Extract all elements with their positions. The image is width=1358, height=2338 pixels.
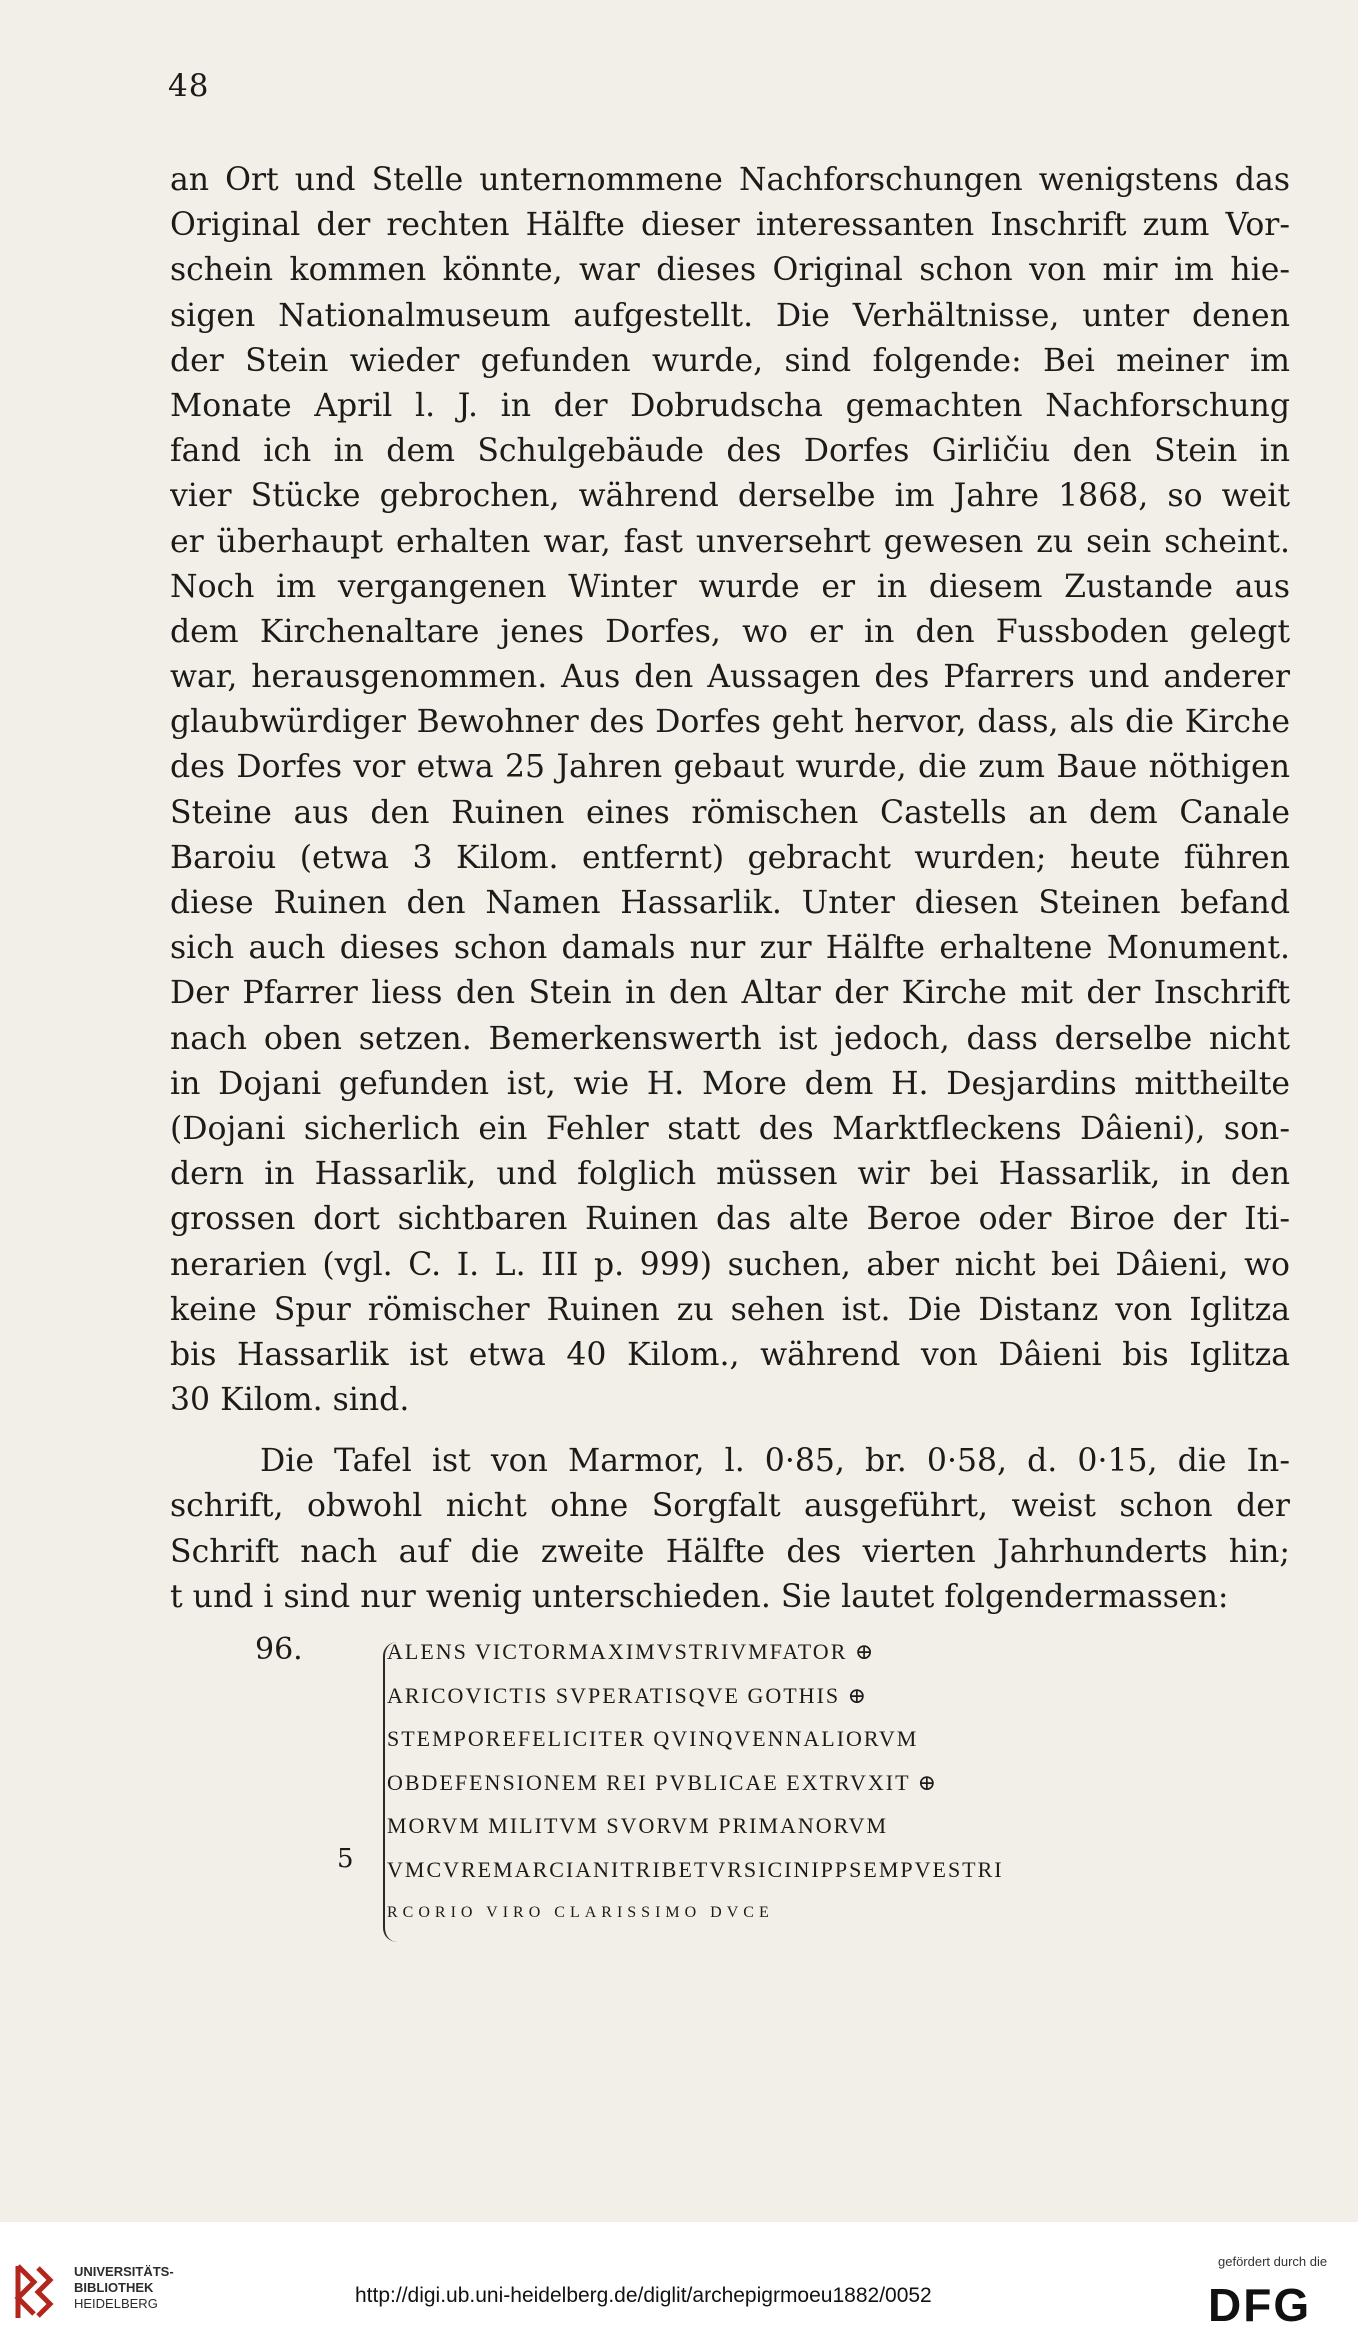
- page-number: 48: [168, 68, 210, 104]
- text-line: in Dojani gefunden ist, wie H. More dem H. Desjardins mittheilte: [170, 1065, 1290, 1102]
- text-line: Schrift nach auf die zweite Hälfte des vierten Jahrhunderts hin;: [170, 1533, 1290, 1570]
- text-line: 30 Kilom. sind.: [170, 1382, 410, 1419]
- footer-bar: [0, 2222, 1358, 2338]
- inscription-line: VMCVREMARCIANITRIBETVRSICINIPPSEMPVESTRI: [387, 1856, 1004, 1882]
- source-url-link[interactable]: http://digi.ub.uni-heidelberg.de/diglit/archepigrmoeu1882/0052: [355, 2284, 932, 2307]
- text-line: nerarien (vgl. C. I. L. III p. 999) suchen, aber nicht bei Dâieni, wo: [170, 1246, 1290, 1283]
- text-line: war, herausgenommen. Aus den Aussagen des Pfarrers und anderer: [170, 659, 1290, 696]
- inscription-line: RCORIO VIRO CLARISSIMO DVCE: [387, 1904, 774, 1921]
- text-line: er überhaupt erhalten war, fast unversehrt gewesen zu sein scheint.: [170, 523, 1290, 560]
- text-line: t und i sind nur wenig unterschieden. Sie lautet folgendermassen:: [170, 1578, 1229, 1615]
- inscription-lines: [387, 1630, 1047, 1935]
- text-line: diese Ruinen den Namen Hassarlik. Unter diesen Steinen befand: [170, 885, 1290, 921]
- paragraph-2: [170, 1439, 1290, 1620]
- text-line: grossen dort sichtbaren Ruinen das alte Beroe oder Biroe der Iti-: [170, 1201, 1290, 1238]
- text-line: Monate April l. J. in der Dobrudscha gemachten Nachforschung: [170, 387, 1290, 424]
- text-line: glaubwürdiger Bewohner des Dorfes geht hervor, dass, als die Kirche: [170, 704, 1290, 741]
- text-line: Die Tafel ist von Marmor, l. 0·85, br. 0·58, d. 0·15, die In-: [260, 1443, 1290, 1480]
- text-line: fand ich in dem Schulgebäude des Dorfes Girličiu den Stein in: [170, 433, 1290, 470]
- text-line: dern in Hassarlik, und folglich müssen wir bei Hassarlik, in den: [170, 1156, 1290, 1193]
- inscription-line: STEMPOREFELICITER QVINQVENNALIORVM: [387, 1726, 919, 1751]
- institution-line: BIBLIOTHEK: [74, 2280, 154, 2295]
- inscription-line: ARICOVICTIS SVPERATISQVE GOTHIS ⊕: [387, 1682, 869, 1708]
- funding-label: gefördert durch die: [1218, 2254, 1328, 2269]
- text-line: des Dorfes vor etwa 25 Jahren gebaut wurde, die zum Baue nöthigen: [170, 749, 1290, 786]
- text-line: Steine aus den Ruinen eines römischen Castells an dem Canale: [170, 794, 1290, 831]
- paragraph-1: [170, 158, 1290, 1423]
- dfg-logo: DFG: [1208, 2279, 1312, 2331]
- text-line: dem Kirchenaltare jenes Dorfes, wo er in den Fussboden gelegt: [170, 613, 1290, 650]
- inscription-line-number: 5: [337, 1844, 354, 1874]
- university-seal-icon: [12, 2262, 56, 2322]
- text-line: schein kommen könnte, war dieses Original schon von mir im hie-: [170, 252, 1290, 289]
- text-line: bis Hassarlik ist etwa 40 Kilom., während von Dâieni bis Iglitza: [170, 1336, 1290, 1373]
- text-line: sich auch dieses schon damals nur zur Hälfte erhaltene Monument.: [170, 930, 1290, 967]
- text-line: (Dojani sicherlich ein Fehler statt des Marktfleckens Dâieni), son-: [170, 1110, 1290, 1147]
- body-text: [170, 158, 1290, 1620]
- text-line: keine Spur römischer Ruinen zu sehen ist. Die Distanz von Iglitza: [170, 1291, 1290, 1328]
- text-line: sigen Nationalmuseum aufgestellt. Die Verhältnisse, unter denen: [170, 297, 1290, 334]
- text-line: Baroiu (etwa 3 Kilom. entfernt) gebracht wurden; heute führen: [170, 839, 1290, 876]
- text-line: Original der rechten Hälfte dieser interessanten Inschrift zum Vor-: [170, 207, 1290, 244]
- inscription-line: MORVM MILITVM SVORVM PRIMANORVM: [387, 1813, 889, 1838]
- institution-line: HEIDELBERG: [74, 2296, 158, 2311]
- text-line: Der Pfarrer liess den Stein in den Altar der Kirche mit der Inschrift: [170, 975, 1290, 1012]
- text-line: Noch im vergangenen Winter wurde er in diesem Zustande aus: [170, 568, 1290, 605]
- text-line: schrift, obwohl nicht ohne Sorgfalt ausgeführt, weist schon der: [170, 1488, 1290, 1525]
- inscription-label: 96.: [255, 1632, 303, 1667]
- inscription-line: ALENS VICTORMAXIMVSTRIVMFATOR ⊕: [387, 1639, 876, 1664]
- text-line: vier Stücke gebrochen, während derselbe im Jahre 1868, so weit: [170, 478, 1290, 515]
- text-line: nach oben setzen. Bemerkenswerth ist jedoch, dass derselbe nicht: [170, 1020, 1290, 1057]
- institution-name: [74, 2264, 174, 2312]
- text-line: an Ort und Stelle unternommene Nachforschungen wenigstens das: [170, 162, 1290, 198]
- text-line: der Stein wieder gefunden wurde, sind folgende: Bei meiner im: [170, 342, 1290, 379]
- inscription-line: OBDEFENSIONEM REI PVBLICAE EXTRVXIT ⊕: [387, 1769, 939, 1795]
- institution-line: UNIVERSITÄTS-: [74, 2264, 174, 2279]
